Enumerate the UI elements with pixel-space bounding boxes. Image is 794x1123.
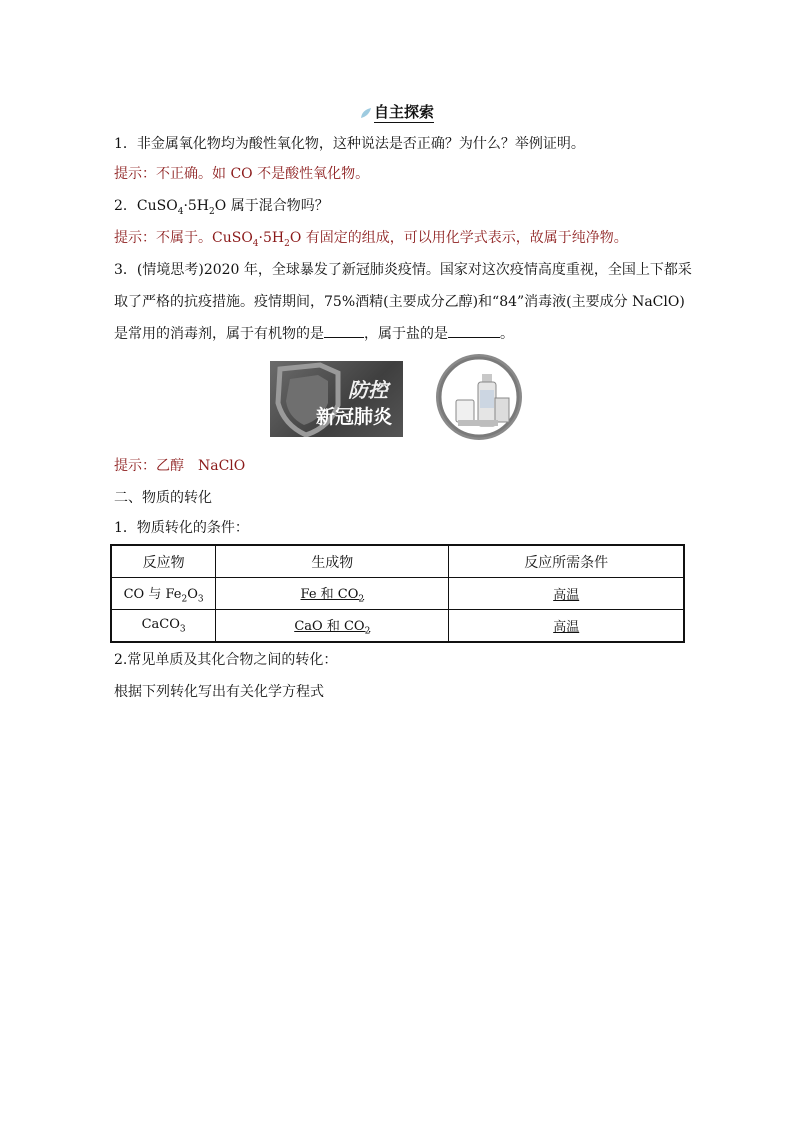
hint-2: 提示：不属于。$CuSO_4\cdot 5H_2O$ 有固定的组成，可以用化学式表示，故属于纯净物。 — [114, 230, 628, 249]
part-2-instruction: 根据下列转化写出有关化学方程式 — [114, 684, 324, 700]
table-row — [111, 610, 684, 643]
condition-cell: 高温 — [449, 610, 684, 643]
hint-1: 提示：不正确。如 CO 不是酸性氧化物。 — [114, 166, 370, 182]
header-product: 生成物 — [216, 545, 449, 578]
reactant-cell: CaCO$_3$ — [111, 610, 216, 643]
question-1: 1．非金属氧化物均为酸性氧化物，这种说法是否正确？为什么？举例证明。 — [114, 136, 585, 152]
question-3-line-2: 取了严格的抗疫措施。疫情期间，75%酒精(主要成分乙醇)和“84”消毒液(主要成分 NaClO) — [114, 294, 685, 310]
part-2-heading: 二、物质的转化 — [114, 490, 212, 506]
table-row — [111, 578, 684, 610]
epidemic-prevention-image — [270, 361, 403, 437]
hint-3: 提示：乙醇 NaClO — [114, 458, 246, 474]
section-title: 自主探索 — [0, 101, 794, 122]
leaf-icon — [360, 107, 372, 119]
svg-text:新冠肺炎: 新冠肺炎 — [316, 406, 393, 428]
disinfectant-image — [436, 354, 522, 440]
reactant-cell: CO 与 $Fe_2O_3$ — [111, 578, 216, 610]
question-3-line-3: 是常用的消毒剂，属于有机物的是 ，属于盐的是 。 — [114, 326, 514, 342]
product-cell: Fe 和 $CO_2$ — [216, 578, 449, 610]
part-2-subheading-1: 1．物质转化的条件： — [114, 520, 249, 536]
shield-icon — [270, 361, 403, 437]
header-condition: 反应所需条件 — [449, 545, 684, 578]
svg-text:防控: 防控 — [348, 378, 388, 402]
product-cell: CaO 和 $CO_2$ — [216, 610, 449, 643]
header-reactant: 反应物 — [111, 545, 216, 578]
blank-organic — [324, 325, 364, 338]
condition-cell: 高温 — [449, 578, 684, 610]
question-2: 2．$CuSO_4\cdot 5H_2O$ 属于混合物吗？ — [114, 198, 329, 217]
question-3-line-1: 3．(情境思考)2020 年，全球暴发了新冠肺炎疫情。国家对这次疫情高度重视，全国上下都采 — [114, 262, 692, 278]
part-2-subheading-2: 2.常见单质及其化合物之间的转化： — [114, 652, 338, 668]
disinfectant-bottles-icon — [436, 354, 522, 440]
conversion-conditions-table — [110, 544, 685, 643]
blank-salt — [448, 325, 500, 338]
table-header-row — [111, 545, 684, 578]
